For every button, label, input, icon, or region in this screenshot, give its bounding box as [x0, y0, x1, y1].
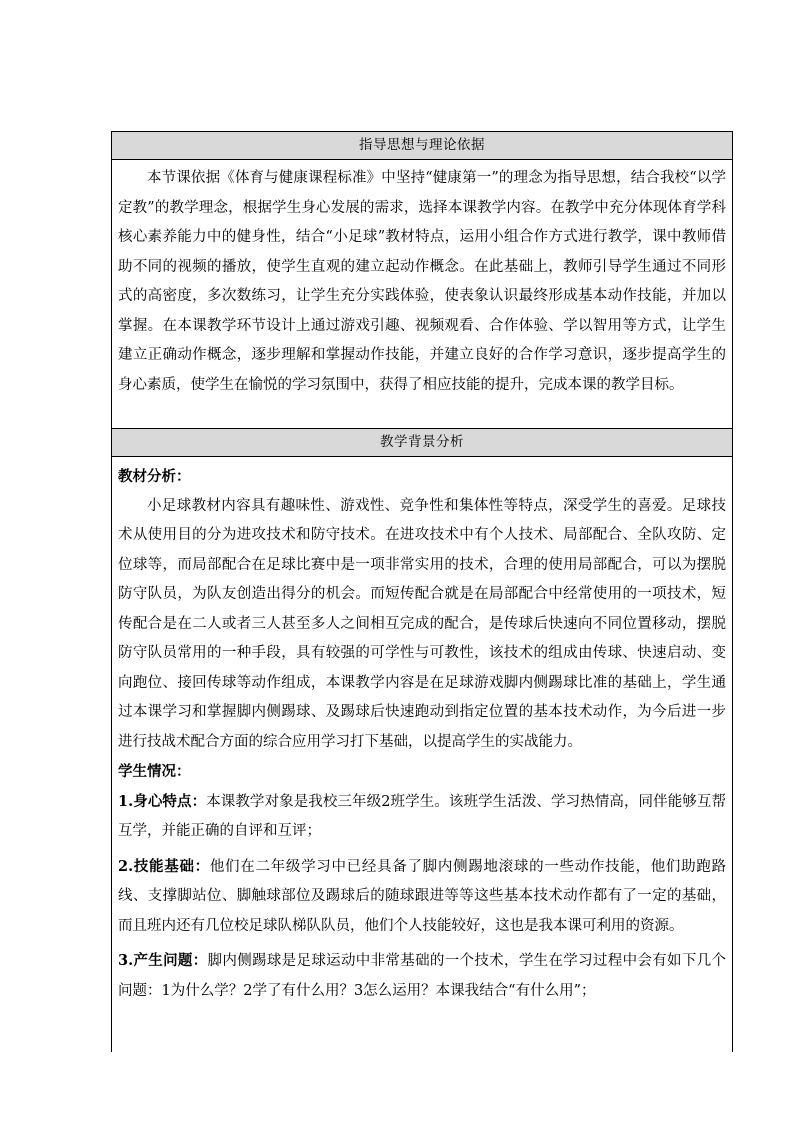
item1-text: 本课教学对象是我校三年级2班学生。该班学生活泼、学习热情高，同伴能够互帮互学，并能正确的自评和互评；: [118, 793, 726, 839]
item1-label: 1.身心特点：: [118, 792, 207, 810]
student-item-3: [118, 946, 726, 1006]
material-analysis-text: 小足球教材内容具有趣味性、游戏性、竞争性和集体性等特点，深受学生的喜爱。足球技术从使用目的分为进攻技术和防守技术。在进攻技术中有个人技术、局部配合、全队攻防、定位球等，而局部配合在足球比赛中是一项非常实用的技术，合理的使用局部配合，可以为摆脱防守队员，为队友创造出得分的机会。而短传配合就是在局部配合中经常使用的一项技术，短传配合是在二人或者三人甚至多人之间相互完成的配合，是传球后快速向不同位置移动，摆脱防守队员常用的一种手段，具有较强的可学性与可教性，该技术的组成由传球、快速启动、变向跑位、接回传球等动作组成，本课教学内容是在足球游戏脚内侧踢球比准的基础上，学生通过本课学习和掌握脚内侧踢球、及踢球后快速跑动到指定位置的基本技术动作，为今后进一步进行技战术配合方面的综合应用学习打下基础，以提高学生的实战能力。: [118, 497, 726, 750]
student-item-2: [118, 852, 726, 942]
section-header-guiding-theory: 指导思想与理论依据: [112, 132, 732, 160]
item2-text: 他们在二年级学习中已经具备了脚内侧踢地滚球的一些动作技能，他们助跑路线、支撑脚站位、脚触球部位及踢球后的随球跟进等等这些基本技术动作都有了一定的基础，而且班内还有几位校足球队梯队队员，他们个人技能较好，这也是我本课可利用的资源。: [118, 858, 727, 934]
guiding-theory-cell: [112, 160, 732, 429]
material-analysis-title: 教材分析：: [118, 468, 191, 485]
item2-label: 2.技能基础：: [118, 857, 210, 875]
student-situation-title: 学生情况：: [118, 763, 191, 780]
section-header-background: 教学背景分析: [112, 429, 732, 457]
student-item-1: [118, 787, 726, 847]
lesson-plan-table: [111, 131, 733, 1052]
guiding-theory-text: 本节课依据《体育与健康课程标准》中坚持“健康第一”的理念为指导思想，结合我校“以学定教”的教学理念，根据学生身心发展的需求，选择本课教学内容。在教学中充分体现体育学科核心素养能力中的健身性，结合“小足球”教材特点，运用小组合作方式进行教学，课中教师借助不同的视频的播放，使学生直观的建立起动作概念。在此基础上，教师引导学生通过不同形式的高密度，多次数练习，让学生充分实践体验，使表象认识最终形成基本动作技能，并加以掌握。在本课教学环节设计上通过游戏引趣、视频观看、合作体验、学以智用等方式，让学生建立正确动作概念，逐步理解和掌握动作技能，并建立良好的合作学习意识，逐步提高学生的身心素质，使学生在愉悦的学习氛围中，获得了相应技能的提升，完成本课的教学目标。: [118, 170, 726, 393]
item3-label: 3.产生问题：: [118, 952, 208, 969]
background-cell: [112, 457, 732, 1052]
item3-text: 脚内侧踢球是足球运动中非常基础的一个技术，学生在学习过程中会有如下几个问题：1为什么学？2学了有什么用？3怎么运用？本课我结合“有什么用”；: [118, 953, 727, 999]
